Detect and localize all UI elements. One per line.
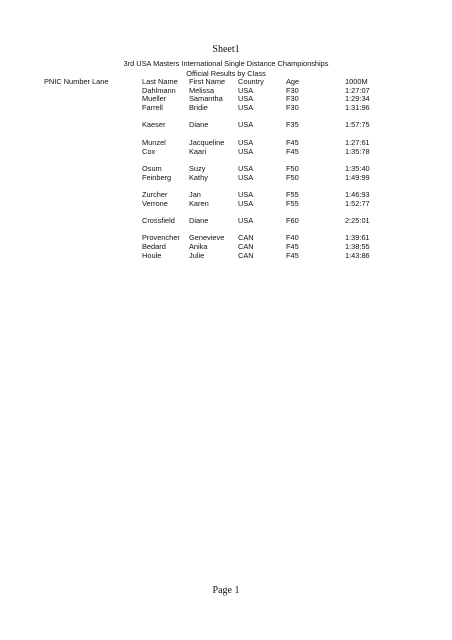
cell-country: USA (238, 189, 254, 199)
cell-country: USA (238, 94, 254, 104)
table-row (0, 182, 452, 199)
cell-age: F50 (286, 172, 299, 182)
cell-time: 1:52:77 (345, 198, 370, 208)
cell-age: F45 (286, 137, 299, 147)
table-row (0, 252, 452, 261)
cell-first-name: Julie (189, 250, 205, 260)
table-row (0, 113, 452, 130)
cell-last-name: Provencher (142, 233, 180, 243)
cell-country: CAN (238, 233, 254, 243)
results-rows (0, 87, 452, 261)
sheet-title: Sheet1 (212, 44, 240, 55)
cell-country: USA (238, 198, 254, 208)
cell-country: USA (238, 216, 254, 226)
cell-age: F40 (286, 233, 299, 243)
table-row (0, 208, 452, 225)
results-table (0, 78, 452, 261)
cell-country: USA (238, 137, 254, 147)
cell-last-name: Dahlmann (142, 85, 176, 95)
cell-time: 1:39:61 (345, 233, 370, 243)
table-row (0, 104, 452, 113)
cell-last-name: Mueller (142, 94, 167, 104)
cell-first-name: Jacqueline (189, 137, 225, 147)
table-row (0, 226, 452, 243)
cell-first-name: Genevieve (189, 233, 225, 243)
cell-age: F30 (286, 103, 299, 113)
cell-time: 2:25:01 (345, 216, 370, 226)
header-country: Country (238, 76, 264, 86)
cell-first-name: Karen (189, 198, 209, 208)
page-number: Page 1 (212, 585, 240, 596)
cell-time: 1:57:75 (345, 120, 370, 130)
header-last-name: Last Name (142, 76, 178, 86)
cell-time: 1:46:93 (345, 189, 370, 199)
cell-first-name: Bridie (189, 103, 208, 113)
table-row (0, 156, 452, 173)
table-row (0, 174, 452, 183)
header-first-name: First Name (189, 76, 226, 86)
cell-last-name: Cox (142, 146, 156, 156)
cell-age: F60 (286, 216, 299, 226)
cell-time: 1:38:55 (345, 242, 370, 252)
cell-last-name: Kaeser (142, 120, 166, 130)
cell-first-name: Samantha (189, 94, 223, 104)
cell-last-name: Munzel (142, 137, 166, 147)
cell-last-name: Houle (142, 250, 162, 260)
cell-time: 1:35:40 (345, 163, 370, 173)
cell-age: F55 (286, 189, 299, 199)
cell-age: F45 (286, 146, 299, 156)
cell-age: F30 (286, 85, 299, 95)
header-distance: 1000M (345, 76, 368, 86)
table-row (0, 148, 452, 157)
cell-country: USA (238, 146, 254, 156)
cell-last-name: Farrell (142, 103, 163, 113)
cell-last-name: Verrone (142, 198, 168, 208)
cell-age: F55 (286, 198, 299, 208)
cell-time: 1:43:86 (345, 250, 370, 260)
cell-first-name: Kathy (189, 172, 208, 182)
table-row (0, 130, 452, 147)
cell-country: USA (238, 172, 254, 182)
cell-last-name: Osum (142, 163, 162, 173)
cell-age: F30 (286, 94, 299, 104)
cell-country: USA (238, 163, 254, 173)
cell-time: 1:29:34 (345, 94, 370, 104)
table-row (0, 95, 452, 104)
cell-time: 1:31:96 (345, 103, 370, 113)
cell-last-name: Bedard (142, 242, 166, 252)
document-title: 3rd USA Masters International Single Distance Championships (123, 59, 329, 68)
cell-first-name: Kaari (189, 146, 207, 156)
cell-country: USA (238, 103, 254, 113)
cell-first-name: Jan (189, 189, 201, 199)
header-pnic-number: PNIC Number (44, 76, 90, 86)
cell-country: CAN (238, 242, 254, 252)
cell-first-name: Suzy (189, 163, 206, 173)
header-lane: Lane (92, 76, 109, 86)
cell-age: F35 (286, 120, 299, 130)
cell-age: F45 (286, 242, 299, 252)
cell-age: F50 (286, 163, 299, 173)
cell-time: 1:49:99 (345, 172, 370, 182)
cell-last-name: Feinberg (142, 172, 172, 182)
table-row (0, 87, 452, 96)
table-row (0, 200, 452, 209)
cell-first-name: Diane (189, 120, 209, 130)
cell-last-name: Crossfield (142, 216, 175, 226)
cell-first-name: Anika (189, 242, 208, 252)
document-subtitle: Official Results by Class (186, 68, 266, 78)
cell-first-name: Diane (189, 216, 209, 226)
cell-last-name: Zurcher (142, 189, 168, 199)
cell-time: 1:27:61 (345, 137, 370, 147)
cell-country: USA (238, 120, 254, 130)
table-row (0, 243, 452, 252)
cell-country: CAN (238, 250, 254, 260)
header-age: Age (286, 76, 300, 86)
cell-country: USA (238, 85, 254, 95)
header-row (0, 78, 452, 87)
cell-time: 1:35:78 (345, 146, 370, 156)
cell-time: 1:27:07 (345, 85, 370, 95)
cell-first-name: Melissa (189, 85, 215, 95)
cell-age: F45 (286, 250, 299, 260)
